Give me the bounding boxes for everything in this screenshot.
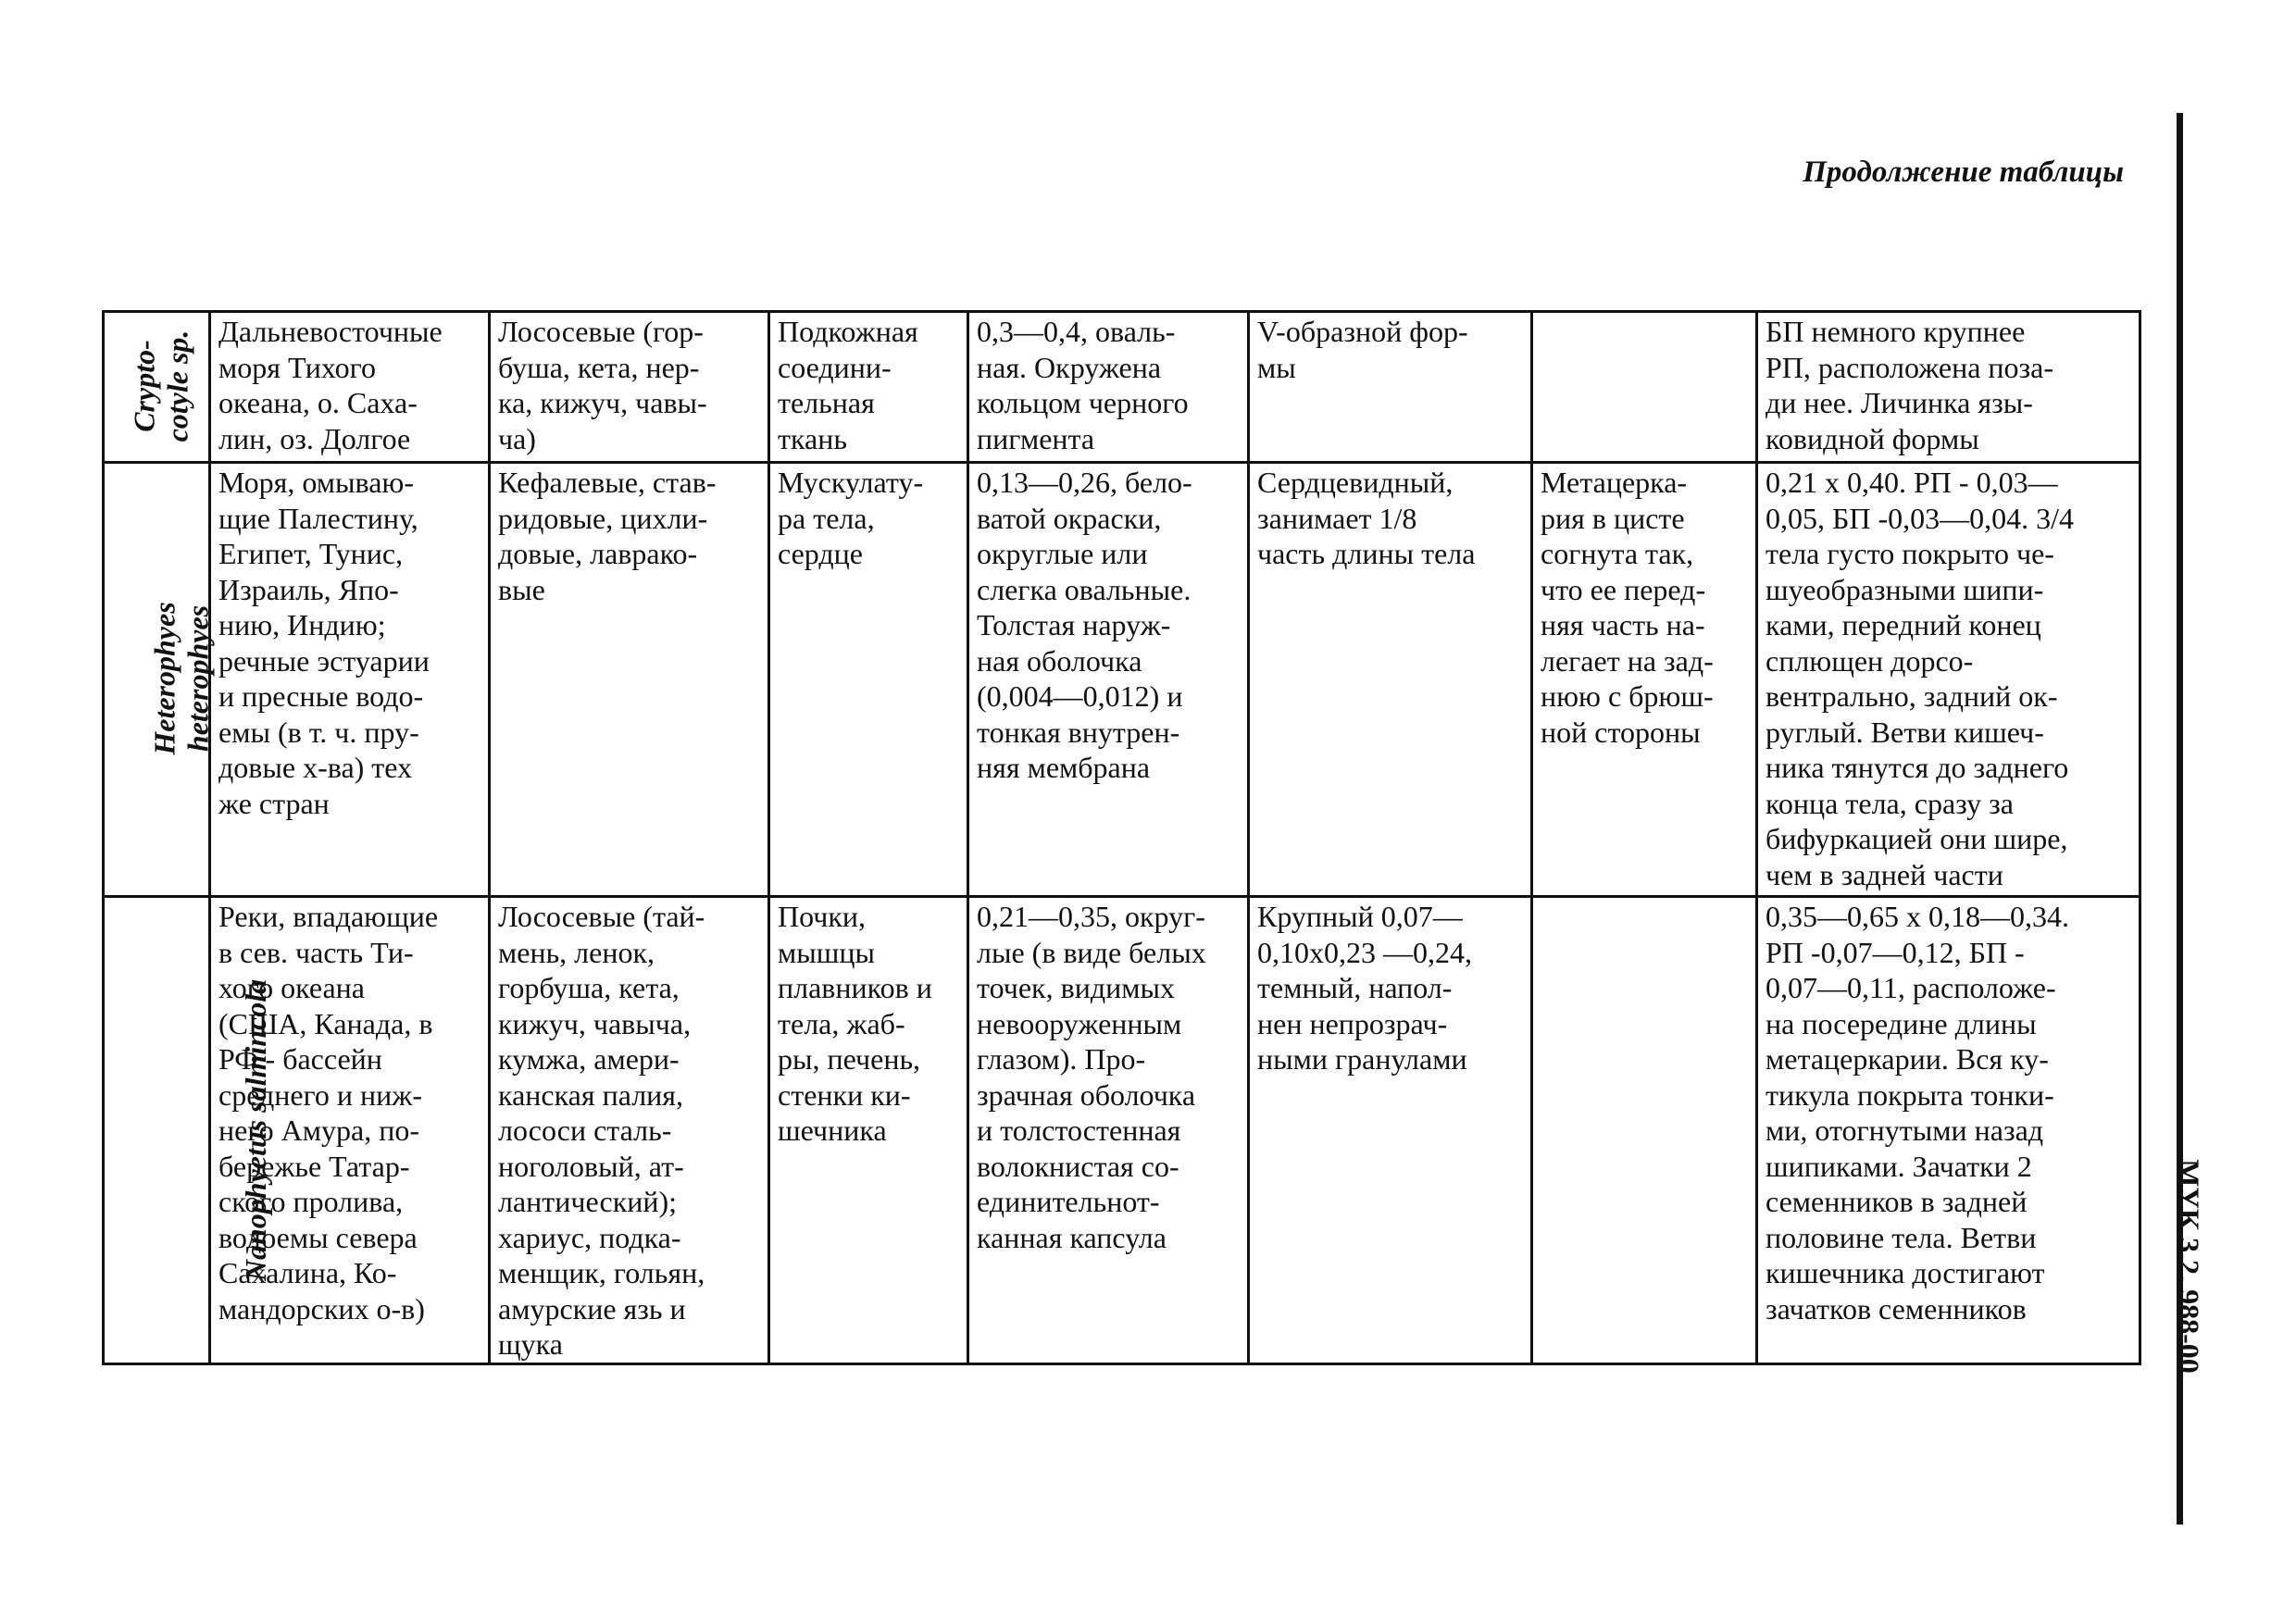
- cell-line: ковидной формы: [1766, 421, 1979, 455]
- cell-line: сплющен дорсо-: [1766, 643, 1974, 678]
- cell-line: часть длины тела: [1257, 537, 1476, 570]
- cell-line: легает на зад-: [1541, 643, 1714, 678]
- cell-line: Кефалевые, став-: [498, 466, 717, 499]
- cell-line: округлые или: [977, 537, 1148, 570]
- cell-line: РП, расположена поза-: [1766, 350, 2054, 384]
- localization-cell: [769, 897, 968, 1364]
- cell-line: ка, кижуч, чавы-: [498, 386, 707, 419]
- document-code: МУК 3.2. 988-00: [2172, 1159, 2206, 1374]
- cell-line: ками, передний конец: [1766, 608, 2041, 641]
- cell-line: щука: [498, 1327, 563, 1361]
- cell-line: стенки ки-: [778, 1077, 911, 1112]
- cell-line: и толстостенная: [977, 1114, 1181, 1147]
- cell-line: емы (в т. ч. пру-: [218, 715, 419, 749]
- cell-line: речные эстуарии: [218, 643, 430, 678]
- cell-line: нию, Индию;: [218, 608, 386, 641]
- species-name: Nanophyetus salmincola: [239, 978, 273, 1281]
- cell-line: водоемы севера: [218, 1220, 418, 1254]
- metacercaria-position-cell: [1532, 463, 1757, 897]
- cell-line: (США, Канада, в: [218, 1006, 433, 1040]
- cell-line: довые, лаврако-: [498, 537, 698, 570]
- cell-line: 0,21—0,35, округ-: [977, 900, 1205, 933]
- cell-line: Лососевые (тай-: [498, 900, 705, 933]
- cell-line: в сев. часть Ти-: [218, 935, 414, 969]
- cell-line: (0,004—0,012) и: [977, 679, 1183, 713]
- cell-line: шечника: [778, 1114, 887, 1147]
- cell-line: темный, напол-: [1257, 971, 1453, 1004]
- species-name: Crypto- cotyle sp.: [127, 330, 194, 442]
- cell-line: Толстая наруж-: [977, 608, 1171, 641]
- cell-line: ной стороны: [1541, 715, 1701, 749]
- cell-line: сердце: [778, 537, 863, 570]
- host-cell: [490, 897, 769, 1364]
- cell-line: ры, печень,: [778, 1042, 921, 1076]
- cell-line: мышцы: [778, 935, 876, 969]
- cell-line: Сахалина, Ко-: [218, 1256, 397, 1289]
- cell-line: канная капсула: [977, 1220, 1167, 1254]
- excretory-bladder-cell: [1249, 897, 1532, 1364]
- cell-line: руглый. Ветви кишеч-: [1766, 715, 2044, 749]
- cell-line: мы: [1257, 350, 1296, 384]
- cell-line: слегка овальные.: [977, 572, 1192, 606]
- cell-line: кижуч, чавыча,: [498, 1006, 692, 1040]
- cell-line: занимает 1/8: [1257, 501, 1417, 535]
- habitat-cell: [210, 463, 490, 897]
- cell-line: тела, жаб-: [778, 1006, 905, 1040]
- cell-line: рия в цисте: [1541, 501, 1685, 535]
- cell-line: менщик, гольян,: [498, 1256, 705, 1289]
- description-cell: [1757, 897, 2140, 1364]
- description-cell: [1757, 312, 2140, 463]
- cell-line: 0,07—0,11, расположе-: [1766, 971, 2056, 1004]
- cell-line: ди нее. Личинка язы-: [1766, 386, 2033, 419]
- cell-line: Сердцевидный,: [1257, 466, 1454, 499]
- cell-line: волокнистая со-: [977, 1149, 1179, 1183]
- habitat-cell: [210, 312, 490, 463]
- cell-line: хого океана: [218, 971, 365, 1004]
- cell-line: Дальневосточные: [218, 315, 443, 348]
- cell-line: него Амура, по-: [218, 1114, 419, 1147]
- cell-line: ского пролива,: [218, 1185, 404, 1218]
- cell-line: ридовые, цихли-: [498, 501, 708, 535]
- cell-line: лые (в виде белых: [977, 935, 1206, 969]
- species-name: Heterophyes heterophyes: [147, 602, 215, 755]
- cell-line: ноголовый, ат-: [498, 1149, 684, 1183]
- cyst-cell: [968, 312, 1249, 463]
- cell-line: тельная: [778, 386, 875, 419]
- cell-line: Метацерка-: [1541, 466, 1688, 499]
- cell-line: глазом). Про-: [977, 1042, 1146, 1076]
- cell-line: няя часть на-: [1541, 608, 1705, 641]
- cell-line: 0,3—0,4, оваль-: [977, 315, 1176, 348]
- cell-line: шуеобразными шипи-: [1766, 572, 2044, 606]
- cell-line: мень, ленок,: [498, 935, 655, 969]
- cell-line: Реки, впадающие: [218, 900, 439, 933]
- table-row: [104, 312, 2140, 463]
- cell-line: V-образной фор-: [1257, 315, 1468, 348]
- cell-line: метацеркарии. Вся ку-: [1766, 1042, 2049, 1076]
- cell-line: Мускулату-: [778, 466, 924, 499]
- species-cell: [104, 312, 210, 463]
- localization-cell: [769, 463, 968, 897]
- cell-line: няя мембрана: [977, 751, 1151, 784]
- cell-line: ра тела,: [778, 501, 875, 535]
- cell-line: хариус, подка-: [498, 1220, 681, 1254]
- metacercaria-position-cell: [1532, 897, 1757, 1364]
- cell-line: ная. Окружена: [977, 350, 1162, 384]
- cell-line: шипиками. Зачатки 2: [1766, 1149, 2032, 1183]
- cell-line: вентрально, задний ок-: [1766, 679, 2058, 713]
- cell-line: зрачная оболочка: [977, 1077, 1196, 1112]
- cell-line: ная оболочка: [977, 643, 1142, 678]
- cell-line: точек, видимых: [977, 971, 1175, 1004]
- cell-line: невооруженным: [977, 1006, 1182, 1040]
- cell-line: мандорских о-в): [218, 1291, 425, 1326]
- cell-line: согнута так,: [1541, 537, 1694, 570]
- excretory-bladder-cell: [1249, 312, 1532, 463]
- cyst-cell: [968, 463, 1249, 897]
- cell-line: кишечника достигают: [1766, 1256, 2045, 1289]
- cell-line: бифуркацией они шире,: [1766, 822, 2068, 855]
- cell-line: буша, кета, нер-: [498, 350, 700, 384]
- host-cell: [490, 463, 769, 897]
- cell-line: 0,05, БП -0,03—0,04. 3/4: [1766, 501, 2075, 535]
- cell-line: 0,10x0,23 —0,24,: [1257, 935, 1472, 969]
- cell-line: половине тела. Ветви: [1766, 1220, 2037, 1254]
- cell-line: и пресные водо-: [218, 679, 424, 713]
- cell-line: довые х-ва) тех: [218, 751, 413, 784]
- cell-line: лососи сталь-: [498, 1114, 672, 1147]
- cell-line: единительнот-: [977, 1185, 1160, 1218]
- excretory-bladder-cell: [1249, 463, 1532, 897]
- description-cell: [1757, 463, 2140, 897]
- cell-line: 0,35—0,65 x 0,18—0,34.: [1766, 900, 2069, 933]
- cell-line: щие Палестину,: [218, 501, 418, 535]
- cell-line: тикула покрыта тонки-: [1766, 1077, 2054, 1112]
- cell-line: горбуша, кета,: [498, 971, 680, 1004]
- cell-line: что ее перед-: [1541, 572, 1706, 606]
- cell-line: соедини-: [778, 350, 892, 384]
- cell-line: же стран: [218, 786, 330, 820]
- cell-line: среднего и ниж-: [218, 1077, 423, 1112]
- species-cell: [104, 463, 215, 897]
- cell-line: ника тянутся до заднего: [1766, 751, 2069, 784]
- cell-line: тела густо покрыто че-: [1766, 537, 2054, 570]
- cell-line: плавников и: [778, 971, 932, 1004]
- cell-line: ными гранулами: [1257, 1042, 1467, 1076]
- cell-line: чем в задней части: [1766, 857, 2003, 891]
- cell-line: Почки,: [778, 900, 867, 933]
- cell-line: ми, отогнутыми назад: [1766, 1114, 2044, 1147]
- cell-line: ткань: [778, 421, 847, 455]
- cell-line: канская палия,: [498, 1077, 683, 1112]
- cell-line: тонкая внутрен-: [977, 715, 1180, 749]
- cell-line: кумжа, амери-: [498, 1042, 680, 1076]
- cell-line: на посередине длины: [1766, 1006, 2037, 1040]
- cell-line: Египет, Тунис,: [218, 537, 404, 570]
- cell-line: нюю с брюш-: [1541, 679, 1714, 713]
- cell-line: ча): [498, 421, 536, 455]
- parasite-table: [102, 310, 2141, 1365]
- cell-line: Израиль, Япо-: [218, 572, 399, 606]
- cell-line: кольцом черного: [977, 386, 1189, 419]
- cell-line: лин, оз. Долгое: [218, 421, 411, 455]
- cell-line: океана, о. Саха-: [218, 386, 418, 419]
- metacercaria-position-cell: [1532, 312, 1757, 463]
- cell-line: Крупный 0,07—: [1257, 900, 1463, 933]
- species-cell: [104, 897, 273, 1364]
- cell-line: 0,21 x 0,40. РП - 0,03—: [1766, 466, 2058, 499]
- table-row: [104, 463, 2140, 897]
- cell-line: вые: [498, 572, 545, 606]
- localization-cell: [769, 312, 968, 463]
- cell-line: пигмента: [977, 421, 1095, 455]
- cell-line: РП -0,07—0,12, БП -: [1766, 935, 2025, 969]
- table-row: [104, 897, 2140, 1364]
- cell-line: РФ - бассейн: [218, 1042, 382, 1076]
- cell-line: бережье Татар-: [218, 1149, 410, 1183]
- cell-line: Лососевые (гор-: [498, 315, 704, 348]
- cell-line: моря Тихого: [218, 350, 376, 384]
- cell-line: лантический);: [498, 1185, 678, 1218]
- cell-line: семенников в задней: [1766, 1185, 2028, 1218]
- cell-line: 0,13—0,26, бело-: [977, 466, 1192, 499]
- cell-line: конца тела, сразу за: [1766, 786, 2014, 820]
- cell-line: зачатков семенников: [1766, 1291, 2027, 1326]
- cell-line: ватой окраски,: [977, 501, 1162, 535]
- cell-line: БП немного крупнее: [1766, 315, 2026, 348]
- cyst-cell: [968, 897, 1249, 1364]
- cell-line: нен непрозрач-: [1257, 1006, 1448, 1040]
- continuation-caption: Продолжение таблицы: [1803, 156, 2124, 189]
- cell-line: Подкожная: [778, 315, 918, 348]
- cell-line: Моря, омываю-: [218, 466, 414, 499]
- cell-line: амурские язь и: [498, 1291, 686, 1326]
- host-cell: [490, 312, 769, 463]
